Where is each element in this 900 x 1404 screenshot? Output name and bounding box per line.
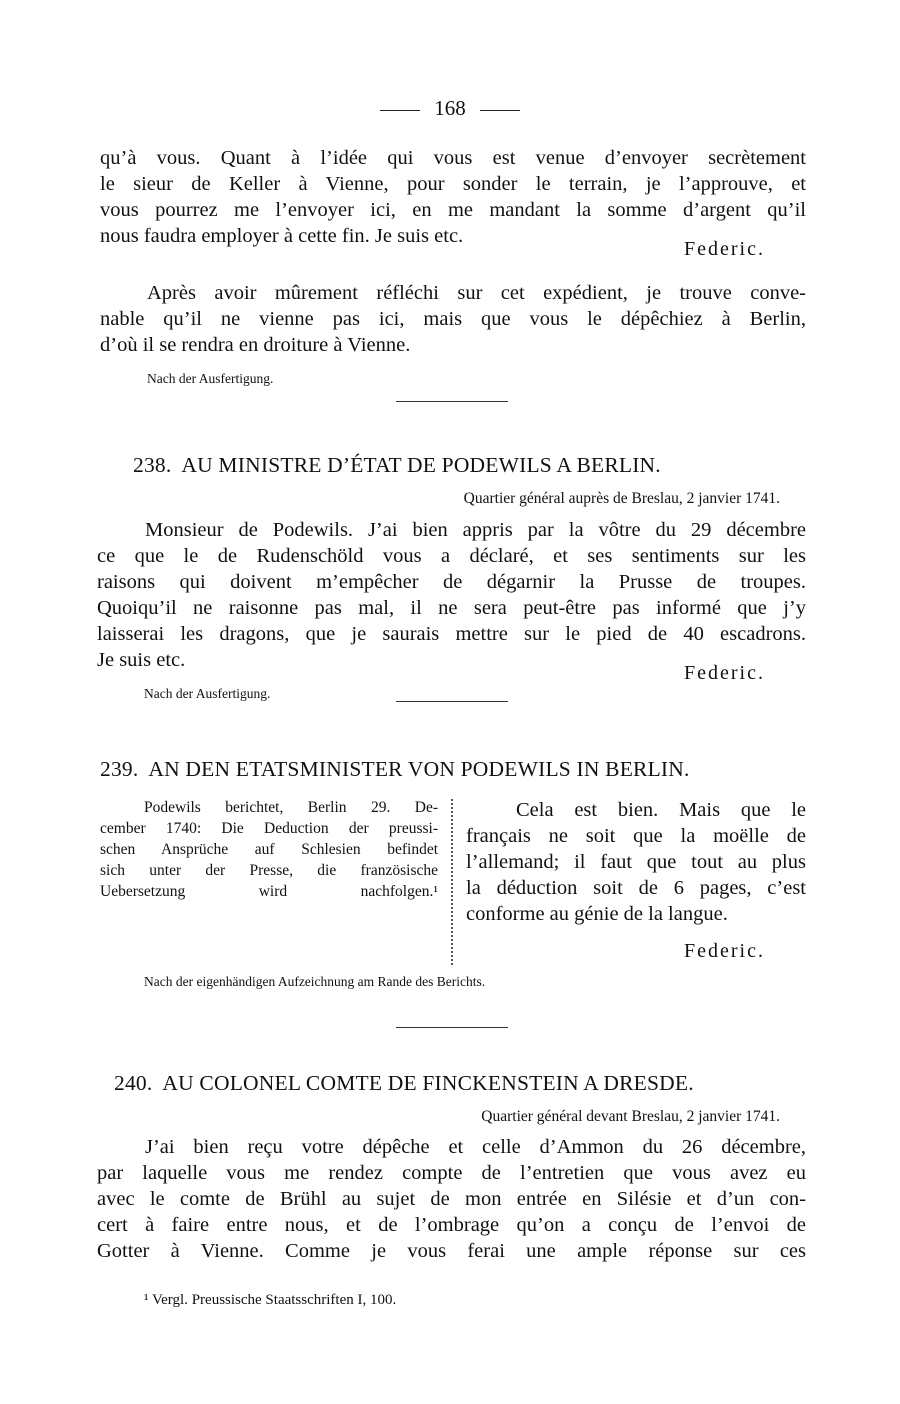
letter-number: 240.: [114, 1071, 153, 1095]
letter-number: 239.: [100, 757, 139, 781]
text-line: Podewils berichtet, Berlin 29. De-: [144, 799, 438, 816]
intro-postscript: [100, 280, 806, 358]
letter-title: AU COLONEL COMTE DE FINCKENSTEIN A DRESDE.: [162, 1071, 694, 1095]
text-line: cert à faire entre nous, et de l’ombrage qu’on a conçu de l’envoi de: [97, 1214, 806, 1236]
text-line: français ne soit que la moëlle de: [466, 825, 806, 847]
signature: Federic.: [684, 662, 765, 684]
source-note: Nach der eigenhändigen Aufzeichnung am Rande des Berichts.: [144, 974, 486, 989]
letter-body: [97, 517, 806, 673]
source-note: Nach der Ausfertigung.: [147, 371, 274, 386]
text-line: par laquelle vous me rendez compte de l’entretien que vous avez eu: [97, 1162, 806, 1184]
king-reply: [466, 797, 806, 927]
text-line: laisserai les dragons, que je saurais mettre sur le pied de 40 escadrons.: [97, 623, 806, 645]
text-line: Je suis etc.: [97, 649, 186, 671]
section-divider: [396, 401, 508, 402]
text-line: Monsieur de Podewils. J’ai bien appris par la vôtre du 29 décembre: [145, 519, 806, 541]
rule-right: [480, 110, 520, 111]
letter-heading: [133, 453, 661, 478]
section-divider: [396, 701, 508, 702]
signature: Federic.: [684, 238, 765, 260]
column-separator: [451, 799, 453, 965]
text-line: avec le comte de Brühl au sujet de mon entrée en Silésie et d’un con-: [97, 1188, 806, 1210]
signature: Federic.: [684, 940, 765, 962]
text-line: nous faudra employer à cette fin. Je suis etc.: [100, 225, 464, 247]
text-line: raisons qui doivent m’empêcher de dégarnir la Prusse de troupes.: [97, 571, 806, 593]
text-line: Uebersetzung wird nachfolgen.¹: [100, 883, 438, 900]
letter-body: [97, 1134, 806, 1264]
page-number: 168: [434, 96, 466, 120]
text-line: qu’à vous. Quant à l’idée qui vous est venue d’envoyer secrètement: [100, 147, 806, 169]
text-line: vous pourrez me l’envoyer ici, en me mandant la somme d’argent qu’il: [100, 199, 806, 221]
intro-text: [100, 145, 806, 249]
letter-heading: [100, 757, 690, 782]
text-line: conforme au génie de la langue.: [466, 903, 728, 925]
text-line: d’où il se rendra en droiture à Vienne.: [100, 334, 411, 356]
text-line: cember 1740: Die Deduction der preussi-: [100, 820, 438, 837]
text-line: la déduction soit de 6 pages, c’est: [466, 877, 806, 899]
page-number-line: [0, 96, 900, 121]
dateline: Quartier général auprès de Breslau, 2 janvier 1741.: [463, 490, 780, 507]
letter-title: AU MINISTRE D’ÉTAT DE PODEWILS A BERLIN.: [181, 453, 661, 477]
text-line: Gotter à Vienne. Comme je vous ferai une ample réponse sur ces: [97, 1240, 806, 1262]
letter-title: AN DEN ETATSMINISTER VON PODEWILS IN BERLIN.: [148, 757, 690, 781]
text-line: ce que le de Rudenschöld vous a déclaré, et ses sentiments sur les: [97, 545, 806, 567]
text-line: le sieur de Keller à Vienne, pour sonder le terrain, je l’approuve, et: [100, 173, 806, 195]
dateline: Quartier général devant Breslau, 2 janvier 1741.: [481, 1108, 780, 1125]
report-summary: [100, 797, 438, 902]
text-line: sich unter der Presse, die französische: [100, 862, 438, 879]
text-line: Quoiqu’il ne raisonne pas mal, il ne sera peut-être pas informé que j’y: [97, 597, 806, 619]
text-line: Après avoir mûrement réfléchi sur cet expédient, je trouve conve-: [147, 282, 806, 304]
text-line: J’ai bien reçu votre dépêche et celle d’Ammon du 26 décembre,: [145, 1136, 806, 1158]
rule-left: [380, 110, 420, 111]
letter-number: 238.: [133, 453, 172, 477]
footnote: ¹ Vergl. Preussische Staatsschriften I, 100.: [144, 1292, 397, 1308]
text-line: nable qu’il ne vienne pas ici, mais que vous le dépêchiez à Berlin,: [100, 308, 806, 330]
text-line: schen Ansprüche auf Schlesien befindet: [100, 841, 438, 858]
letter-heading: [114, 1071, 694, 1096]
section-divider: [396, 1027, 508, 1028]
text-line: l’allemand; il faut que tout au plus: [466, 851, 806, 873]
source-note: Nach der Ausfertigung.: [144, 686, 271, 701]
text-line: Cela est bien. Mais que le: [516, 799, 806, 821]
